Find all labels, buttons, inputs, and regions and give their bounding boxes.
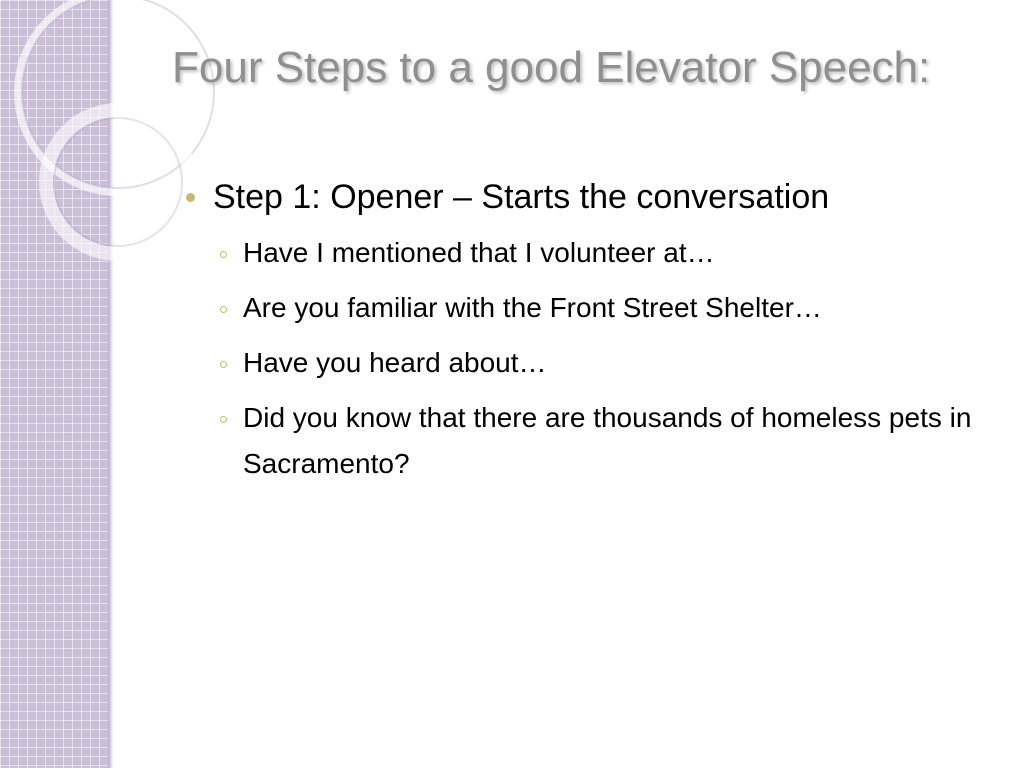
sub-bullet-text: Did you know that there are thousands of homeless pets in Sacramento? (243, 402, 972, 479)
sub-bullet-text: Have I mentioned that I volunteer at… (243, 237, 715, 268)
sub-bullet-item (218, 285, 1006, 331)
ring-bullet-icon (220, 251, 227, 258)
sub-bullet-item (218, 230, 1006, 276)
sub-bullet-item (218, 340, 1006, 386)
ring-bullet-icon (220, 416, 227, 423)
bullet-step-1 (186, 172, 1006, 222)
ring-bullet-icon (220, 361, 227, 368)
slide-body (186, 172, 1006, 496)
sub-bullet-text: Have you heard about… (243, 347, 547, 378)
slide-title: Four Steps to a good Elevator Speech: (172, 43, 931, 92)
sub-bullet-item (218, 395, 1006, 487)
sub-bullet-text: Are you familiar with the Front Street Shelter… (243, 292, 822, 323)
ring-bullet-icon (220, 306, 227, 313)
sub-bullet-list (218, 230, 1006, 487)
bullet-dot-icon (186, 193, 195, 202)
bullet-step-1-text: Step 1: Opener – Starts the conversation (213, 178, 830, 216)
